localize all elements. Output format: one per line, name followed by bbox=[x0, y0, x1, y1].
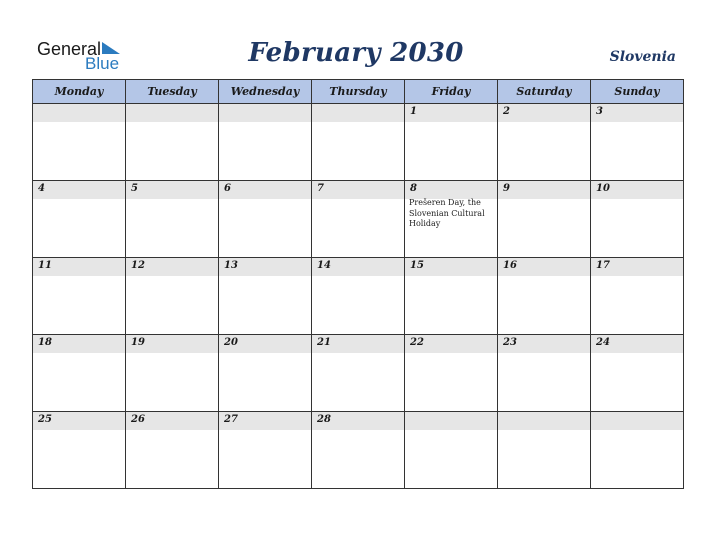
day-number-bar bbox=[591, 258, 683, 276]
day-number: 3 bbox=[596, 106, 603, 117]
day-number-bar bbox=[219, 412, 311, 430]
day-cell bbox=[33, 104, 126, 181]
day-number-bar bbox=[405, 258, 497, 276]
day-cell bbox=[312, 258, 405, 335]
day-cell bbox=[405, 258, 498, 335]
day-number: 18 bbox=[38, 337, 52, 348]
day-number-bar bbox=[219, 335, 311, 353]
day-cell bbox=[405, 104, 498, 181]
day-number: 6 bbox=[224, 183, 231, 194]
day-number: 8 bbox=[410, 183, 417, 194]
day-cell bbox=[126, 335, 219, 412]
weekday-header: Wednesday bbox=[219, 80, 312, 104]
day-number: 20 bbox=[224, 337, 238, 348]
day-cell bbox=[219, 335, 312, 412]
calendar-title: February 2030 bbox=[248, 38, 464, 68]
day-number-bar bbox=[126, 181, 218, 199]
week-row bbox=[33, 335, 684, 412]
day-number-bar bbox=[498, 258, 590, 276]
weekday-header: Tuesday bbox=[126, 80, 219, 104]
day-cell bbox=[219, 181, 312, 258]
day-cell bbox=[498, 181, 591, 258]
week-row bbox=[33, 104, 684, 181]
day-cell bbox=[498, 412, 591, 489]
day-number: 4 bbox=[38, 183, 45, 194]
day-cell bbox=[33, 412, 126, 489]
day-number: 25 bbox=[38, 414, 52, 425]
week-row bbox=[33, 181, 684, 258]
day-number-bar bbox=[591, 335, 683, 353]
day-cell bbox=[591, 258, 684, 335]
weekday-header: Thursday bbox=[312, 80, 405, 104]
weekday-header: Saturday bbox=[498, 80, 591, 104]
day-cell bbox=[219, 104, 312, 181]
day-number: 10 bbox=[596, 183, 610, 194]
week-row bbox=[33, 258, 684, 335]
day-number-bar bbox=[405, 104, 497, 122]
day-cell bbox=[126, 104, 219, 181]
day-cell bbox=[405, 181, 498, 258]
day-number-bar bbox=[312, 335, 404, 353]
day-number: 15 bbox=[410, 260, 424, 271]
day-cell bbox=[591, 181, 684, 258]
day-number-bar bbox=[126, 335, 218, 353]
day-number: 28 bbox=[317, 414, 331, 425]
day-cell bbox=[33, 181, 126, 258]
day-number: 12 bbox=[131, 260, 145, 271]
logo-text-general: General bbox=[37, 39, 102, 59]
day-number-bar bbox=[498, 181, 590, 199]
day-cell bbox=[498, 104, 591, 181]
country-name: Slovenia bbox=[609, 49, 676, 65]
day-cell bbox=[591, 335, 684, 412]
day-number-bar bbox=[126, 412, 218, 430]
day-number: 24 bbox=[596, 337, 610, 348]
day-number: 2 bbox=[503, 106, 510, 117]
day-number: 22 bbox=[410, 337, 424, 348]
day-number-bar bbox=[33, 181, 125, 199]
day-number: 17 bbox=[596, 260, 610, 271]
day-cell bbox=[219, 258, 312, 335]
day-number: 13 bbox=[224, 260, 238, 271]
day-number-bar bbox=[126, 258, 218, 276]
day-number: 5 bbox=[131, 183, 138, 194]
day-cell bbox=[126, 258, 219, 335]
day-cell bbox=[405, 335, 498, 412]
day-number: 23 bbox=[503, 337, 517, 348]
holiday-event: Prešeren Day, the Slovenian Cultural Holiday bbox=[409, 198, 485, 228]
day-number-bar bbox=[312, 258, 404, 276]
day-number-bar bbox=[219, 181, 311, 199]
day-cell bbox=[219, 412, 312, 489]
day-number-bar bbox=[591, 412, 683, 430]
day-number-bar bbox=[405, 335, 497, 353]
weekday-header: Friday bbox=[405, 80, 498, 104]
day-cell bbox=[126, 181, 219, 258]
day-number-bar bbox=[591, 104, 683, 122]
weekday-header: Sunday bbox=[591, 80, 684, 104]
day-number-bar bbox=[33, 258, 125, 276]
logo-text-blue: Blue bbox=[85, 54, 120, 73]
day-cell bbox=[498, 335, 591, 412]
day-number-bar bbox=[498, 412, 590, 430]
day-number-bar bbox=[33, 412, 125, 430]
week-row bbox=[33, 412, 684, 489]
day-number-bar bbox=[33, 104, 125, 122]
day-cell bbox=[312, 412, 405, 489]
day-cell bbox=[312, 104, 405, 181]
day-cell bbox=[498, 258, 591, 335]
day-number-bar bbox=[591, 181, 683, 199]
day-number-bar bbox=[405, 412, 497, 430]
day-number-bar bbox=[498, 335, 590, 353]
day-number-bar bbox=[312, 181, 404, 199]
day-number-bar bbox=[405, 181, 497, 199]
day-number-bar bbox=[219, 104, 311, 122]
day-number: 19 bbox=[131, 337, 145, 348]
day-number-bar bbox=[219, 258, 311, 276]
day-cell bbox=[312, 181, 405, 258]
day-cell bbox=[591, 104, 684, 181]
day-number: 21 bbox=[317, 337, 331, 348]
day-number-bar bbox=[498, 104, 590, 122]
day-number: 26 bbox=[131, 414, 145, 425]
day-number-bar bbox=[33, 335, 125, 353]
day-number-bar bbox=[126, 104, 218, 122]
day-number: 27 bbox=[224, 414, 238, 425]
day-number: 16 bbox=[503, 260, 517, 271]
day-number: 7 bbox=[317, 183, 324, 194]
day-number: 14 bbox=[317, 260, 331, 271]
day-cell bbox=[33, 258, 126, 335]
day-number-bar bbox=[312, 104, 404, 122]
weekday-header-row bbox=[33, 80, 684, 104]
day-cell bbox=[591, 412, 684, 489]
weekday-header: Monday bbox=[33, 80, 126, 104]
day-cell bbox=[312, 335, 405, 412]
day-cell bbox=[126, 412, 219, 489]
day-cell bbox=[33, 335, 126, 412]
day-number-bar bbox=[312, 412, 404, 430]
day-cell bbox=[405, 412, 498, 489]
day-number: 1 bbox=[410, 106, 417, 117]
day-number: 9 bbox=[503, 183, 510, 194]
calendar-grid bbox=[32, 79, 684, 489]
day-number: 11 bbox=[38, 260, 52, 271]
